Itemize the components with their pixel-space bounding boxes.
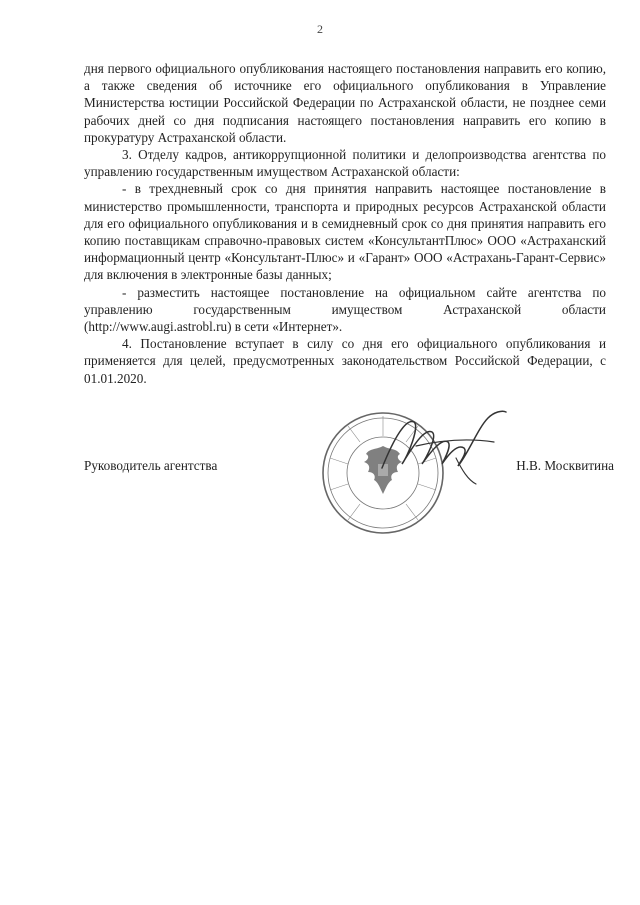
paragraph-continuation: дня первого официального опубликования настоящего постановления направить его копию, а также сведения об источнике его официального опубликования в Управление Министерства юстиции Российской Федерации по Астраханской области, не позднее семи рабочих дней со дня подписания настоящего постановления направить его копию в прокуратуру Астраханской области. [84, 61, 606, 145]
document-body [84, 60, 606, 387]
paragraph-item-3: 3. Отделу кадров, антикоррупционной политики и делопроизводства агентства по управлению государственным имуществом Астраханской области: [84, 147, 606, 180]
paragraph-item-3-sub-1: - в трехдневный срок со дня принятия направить настоящее постановление в министерство промышленности, транспорта и природных ресурсов Астраханской области для его официального опубликования и в семидневный срок со дня принятия направить его копию поставщикам справочно-правовых систем «КонсультантПлюс» ООО «Астраханский информационный центр «Консультант-Плюс» и «Гарант» ООО «Астрахань-Гарант-Сервис» для включения в электронные базы данных; [84, 181, 606, 283]
paragraph-item-3-sub-2: - разместить настоящее постановление на официальном сайте агентства по управлению государственным имуществом Астраханской области (http://www.augi.astrobl.ru) в сети «Интернет». [84, 284, 606, 335]
page-number: 2 [317, 22, 323, 36]
signatory-name: Н.В. Москвитина [516, 458, 614, 473]
paragraph-item-4: 4. Постановление вступает в силу со дня его официального опубликования и применяется для целей, предусмотренных законодательством Российской Федерации, с 01.01.2020. [84, 336, 606, 386]
signatory-position: Руководитель агентства [84, 458, 218, 473]
handwritten-signature [372, 398, 512, 488]
signature-graphic [372, 398, 512, 488]
